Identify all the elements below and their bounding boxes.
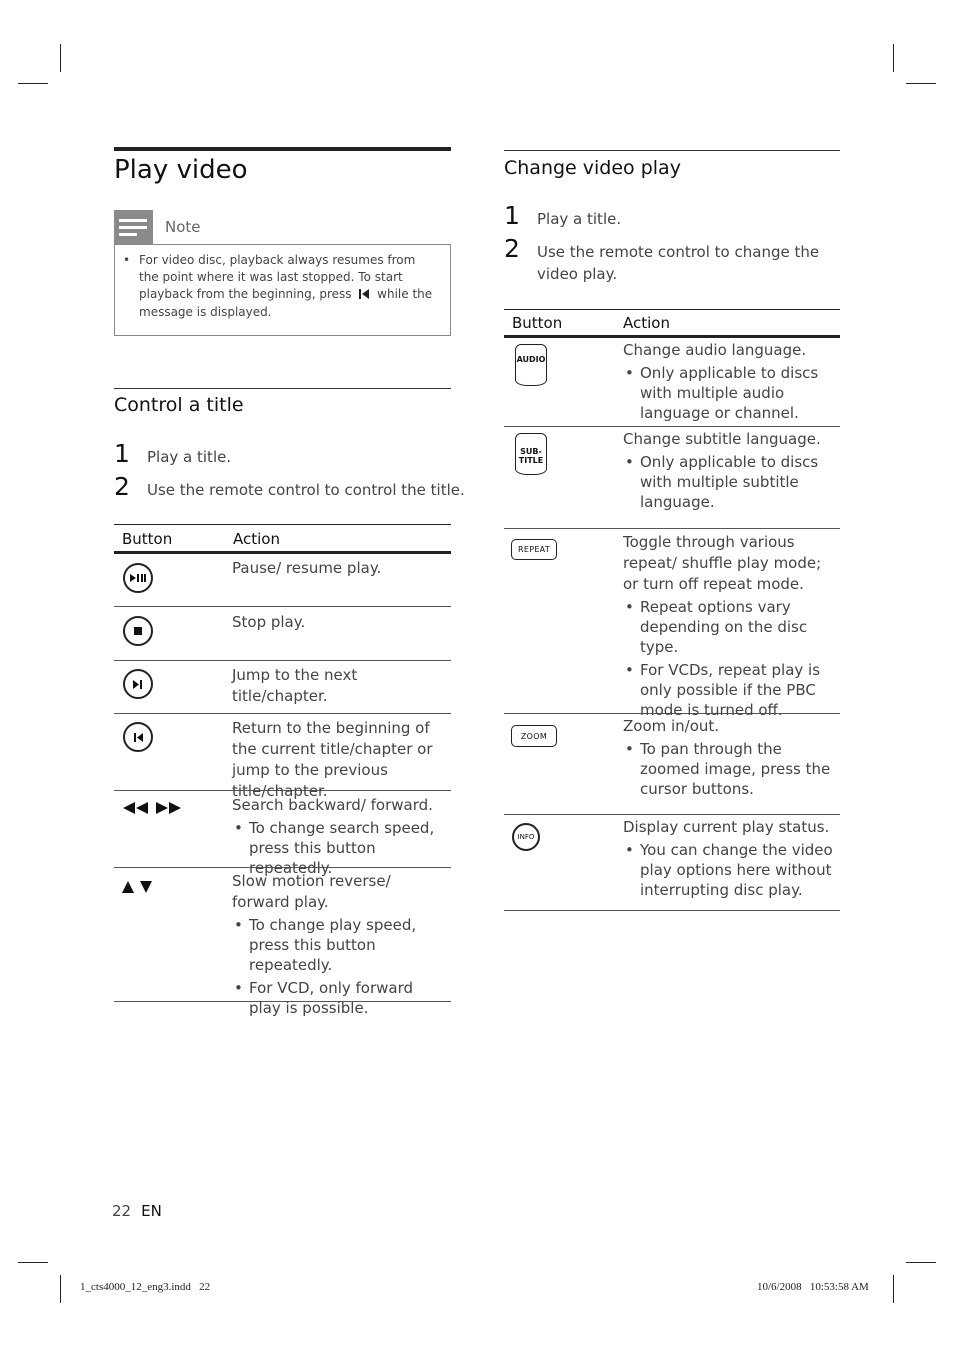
table-row xyxy=(504,815,840,911)
action-bullet: • Only applicable to discs with multiple subtitle language. xyxy=(623,452,838,512)
action-text: Toggle through various repeat/ shuffle play mode; or turn off repeat mode. xyxy=(623,533,822,593)
action-cell xyxy=(623,340,838,426)
action-cell xyxy=(623,429,838,515)
section-rule xyxy=(504,150,840,151)
up-down-icon xyxy=(122,878,154,897)
header-button: Button xyxy=(512,314,563,332)
language-code: EN xyxy=(141,1202,162,1220)
action-text: Pause/ resume play. xyxy=(232,559,382,577)
step xyxy=(114,473,465,501)
step-number: 1 xyxy=(114,439,130,468)
table-header xyxy=(114,524,451,554)
action-text: Change audio language. xyxy=(623,341,807,359)
page-number: 22 xyxy=(112,1202,132,1220)
step-text: Play a title. xyxy=(537,210,622,228)
section-title: Change video play xyxy=(504,157,681,179)
table-row xyxy=(114,607,451,661)
table-header xyxy=(504,309,840,338)
stop-button-icon xyxy=(123,616,153,646)
table-row xyxy=(114,554,451,607)
action-text: Search backward/ forward. xyxy=(232,796,433,814)
note-icon xyxy=(114,210,153,244)
step-number: 2 xyxy=(504,234,520,263)
title-rule xyxy=(114,147,451,151)
action-text: Change subtitle language. xyxy=(623,430,821,448)
step-text: Use the remote control to control the title. xyxy=(147,481,465,499)
note-title: Note xyxy=(165,218,201,236)
video-play-table xyxy=(504,309,840,913)
crop-mark xyxy=(60,44,61,72)
action-bullet: • Repeat options vary depending on the disc type. xyxy=(623,597,838,657)
previous-button-icon xyxy=(123,722,153,752)
table-row xyxy=(504,714,840,815)
action-cell xyxy=(232,871,447,1021)
action-text: Zoom in/out. xyxy=(623,717,720,735)
table-row xyxy=(114,661,451,714)
crop-mark xyxy=(18,83,48,84)
header-action: Action xyxy=(233,530,280,548)
action-bullet: • For VCDs, repeat play is only possible if the PBC mode is turned off. xyxy=(623,660,838,720)
action-cell xyxy=(623,716,838,802)
action-bullet: • For VCD, only forward play is possible. xyxy=(232,978,447,1018)
step-number: 1 xyxy=(504,201,520,230)
slug-filename: 1_cts4000_12_eng3.indd 22 xyxy=(80,1281,211,1293)
step xyxy=(504,235,827,285)
table-row xyxy=(114,868,451,1017)
step-number: 2 xyxy=(114,472,130,501)
table-row xyxy=(114,714,451,800)
note-text: For video disc, playback always resumes from the point where it was last stopped. To start playback from the beginning, press while the message is displayed. xyxy=(139,253,433,319)
repeat-button-icon: REPEAT xyxy=(511,539,557,560)
action-bullet: • To change search speed, press this button repeatedly. xyxy=(232,818,447,878)
action-text: Display current play status. xyxy=(623,818,830,836)
step-text: Use the remote control to change the video play. xyxy=(537,243,820,283)
note-box: • For video disc, playback always resumes from the point where it was last stopped. To start playback from the beginning, press while the message is displayed. xyxy=(114,244,451,336)
table-row xyxy=(504,338,840,427)
action-text: Stop play. xyxy=(232,613,306,631)
step-text: Play a title. xyxy=(147,448,232,466)
play-pause-button-icon xyxy=(123,563,153,593)
action-text: Slow motion reverse/ forward play. xyxy=(232,872,391,911)
action-bullet: • To pan through the zoomed image, press the cursor buttons. xyxy=(623,739,838,799)
table-row xyxy=(114,791,451,877)
crop-mark xyxy=(60,1275,61,1303)
action-bullet: • You can change the video play options here without interrupting disc play. xyxy=(623,840,838,900)
action-text: Return to the beginning of the current title/chapter or jump to the previous title/chapter. xyxy=(232,719,433,800)
action-cell xyxy=(623,817,838,903)
crop-mark xyxy=(18,1262,48,1263)
info-button-icon: INFO xyxy=(512,823,540,851)
subtitle-button-icon: SUB- TITLE xyxy=(515,433,547,475)
page-footer xyxy=(112,1202,162,1220)
action-bullet: • To change play speed, press this button repeatedly. xyxy=(232,915,447,975)
action-bullet: • Only applicable to discs with multiple audio language or channel. xyxy=(623,363,838,423)
step xyxy=(114,440,231,468)
zoom-button-icon: ZOOM xyxy=(511,725,557,747)
slug-timestamp: 10/6/2008 10:53:58 AM xyxy=(757,1281,869,1293)
previous-icon xyxy=(359,287,369,304)
header-button: Button xyxy=(122,530,173,548)
table-row xyxy=(504,529,840,719)
action-cell xyxy=(623,532,838,723)
section-rule xyxy=(114,388,451,389)
section-title: Control a title xyxy=(114,394,244,416)
crop-mark xyxy=(893,1275,894,1303)
table-row xyxy=(504,427,840,529)
next-button-icon xyxy=(123,669,153,699)
control-table xyxy=(114,524,451,1017)
step xyxy=(504,202,621,230)
header-action: Action xyxy=(623,314,670,332)
crop-mark xyxy=(906,1262,936,1263)
crop-mark xyxy=(906,83,936,84)
page-title: Play video xyxy=(114,155,248,185)
action-text: Jump to the next title/chapter. xyxy=(232,666,358,705)
rewind-forward-icon xyxy=(122,799,184,818)
audio-button-icon: AUDIO xyxy=(515,344,547,386)
crop-mark xyxy=(893,44,894,72)
